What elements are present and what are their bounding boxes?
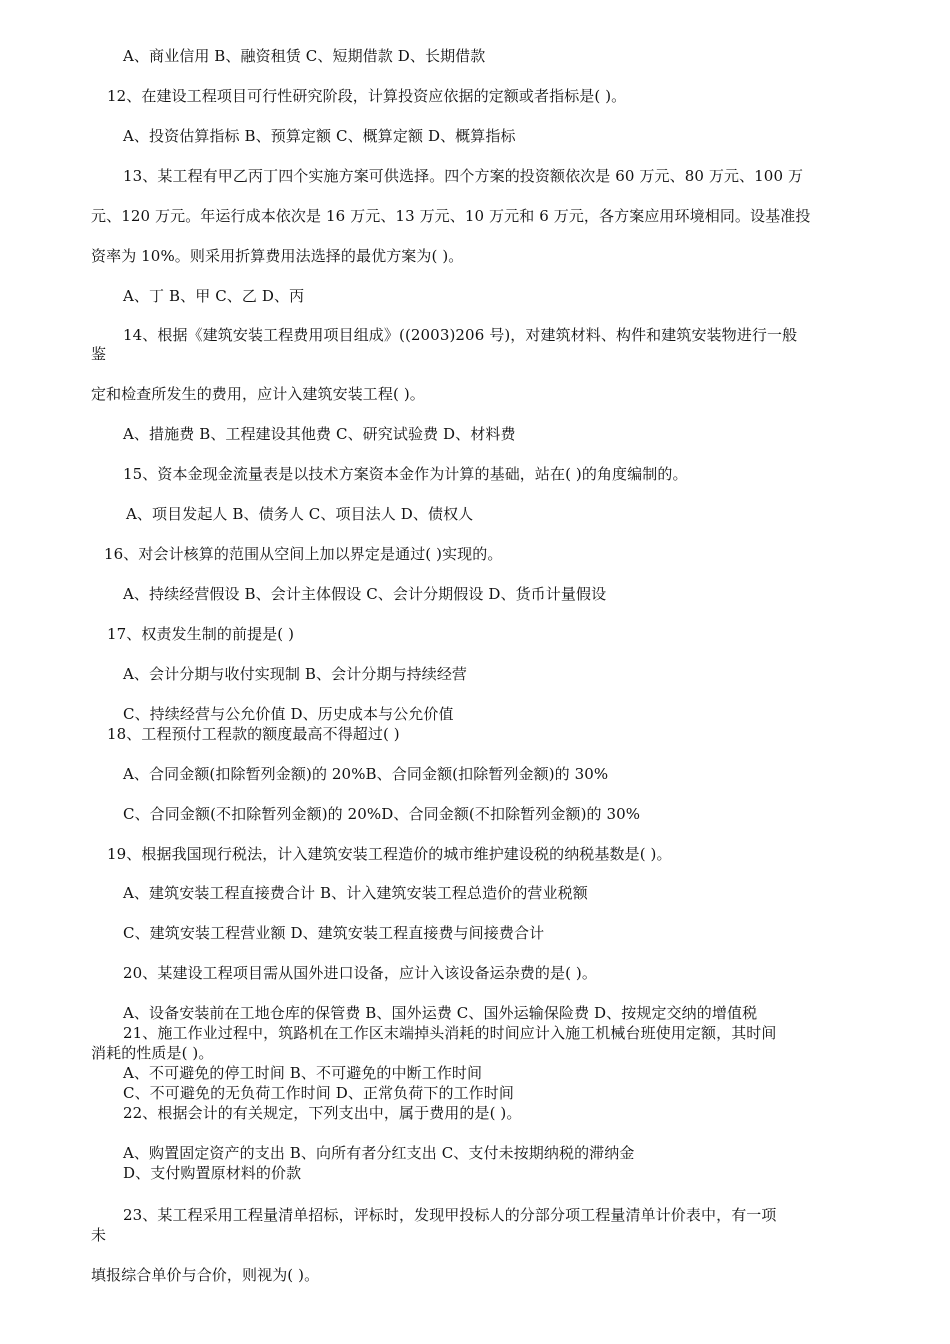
text-line-q14-c: 定和检查所发生的费用，应计入建筑安装工程( )。 — [91, 385, 425, 403]
text-line-q13-b: 元、120 万元。年运行成本依次是 16 万元、13 万元、10 万元和 6 万元，各方案应用环境相同。设基准投 — [91, 207, 811, 225]
text-line-q14-b: 鉴 — [91, 345, 107, 363]
text-line-q23-c: 填报综合单价与合价，则视为( )。 — [91, 1266, 320, 1284]
text-line-q13-a: 13、某工程有甲乙丙丁四个实施方案可供选择。四个方案的投资额依次是 60 万元、80 万元、100 万 — [123, 167, 804, 185]
text-line-q17-options-b: C、持续经营与公允价值 D、历史成本与公允价值 — [123, 705, 454, 723]
text-line-q19-options-b: C、建筑安装工程营业额 D、建筑安装工程直接费与间接费合计 — [123, 924, 545, 942]
text-line-q22: 22、根据会计的有关规定，下列支出中，属于费用的是( )。 — [123, 1104, 522, 1122]
text-line-q19-options-a: A、建筑安装工程直接费合计 B、计入建筑安装工程总造价的营业税额 — [123, 884, 588, 902]
text-line-q21-a: 21、施工作业过程中，筑路机在工作区末端掉头消耗的时间应计入施工机械台班使用定额，其时间 — [123, 1024, 777, 1042]
text-line-q23-b: 未 — [91, 1226, 107, 1244]
text-line-q17: 17、权责发生制的前提是( ) — [107, 625, 295, 643]
text-line-q13-c: 资率为 10%。则采用折算费用法选择的最优方案为( )。 — [91, 247, 464, 265]
text-line-q15-options: A、项目发起人 B、债务人 C、项目法人 D、债权人 — [126, 505, 474, 523]
text-line-q12-options: A、投资估算指标 B、预算定额 C、概算定额 D、概算指标 — [123, 127, 516, 145]
text-line-q22-options-a: A、购置固定资产的支出 B、向所有者分红支出 C、支付未按期纳税的滞纳金 — [123, 1144, 635, 1162]
text-line-q16: 16、对会计核算的范围从空间上加以界定是通过( )实现的。 — [104, 545, 503, 563]
text-line-q12: 12、在建设工程项目可行性研究阶段，计算投资应依据的定额或者指标是( )。 — [107, 87, 627, 105]
text-line-q18: 18、工程预付工程款的额度最高不得超过( ) — [107, 725, 400, 743]
text-line-q22-options-b: D、支付购置原材料的价款 — [123, 1164, 302, 1182]
text-line-q18-options-a: A、合同金额(扣除暂列金额)的 20%B、合同金额(扣除暂列金额)的 30% — [123, 765, 609, 783]
text-line-q23-a: 23、某工程采用工程量清单招标，评标时，发现甲投标人的分部分项工程量清单计价表中，有一项 — [123, 1206, 777, 1224]
text-line-q21-options-b: C、不可避免的无负荷工作时间 D、正常负荷下的工作时间 — [123, 1084, 514, 1102]
text-line-q17-options-a: A、会计分期与收付实现制 B、会计分期与持续经营 — [123, 665, 468, 683]
text-line-11-options: A、商业信用 B、融资租赁 C、短期借款 D、长期借款 — [123, 47, 486, 65]
text-line-q19: 19、根据我国现行税法，计入建筑安装工程造价的城市维护建设税的纳税基数是( )。 — [107, 845, 672, 863]
text-line-q15: 15、资本金现金流量表是以技术方案资本金作为计算的基础，站在( )的角度编制的。 — [123, 465, 688, 483]
text-line-q20-options: A、设备安装前在工地仓库的保管费 B、国外运费 C、国外运输保险费 D、按规定交纳的增值税 — [123, 1004, 758, 1022]
text-line-q16-options: A、持续经营假设 B、会计主体假设 C、会计分期假设 D、货币计量假设 — [123, 585, 607, 603]
text-line-q20: 20、某建设工程项目需从国外进口设备，应计入该设备运杂费的是( )。 — [123, 964, 597, 982]
text-line-q21-options-a: A、不可避免的停工时间 B、不可避免的中断工作时间 — [123, 1064, 483, 1082]
text-line-q21-b: 消耗的性质是( )。 — [91, 1044, 214, 1062]
text-line-q14-a: 14、根据《建筑安装工程费用项目组成》((2003)206 号)，对建筑材料、构件和建筑安装物进行一般 — [123, 326, 798, 344]
text-line-q18-options-b: C、合同金额(不扣除暂列金额)的 20%D、合同金额(不扣除暂列金额)的 30% — [123, 805, 641, 823]
text-line-q14-options: A、措施费 B、工程建设其他费 C、研究试验费 D、材料费 — [123, 425, 516, 443]
text-line-q13-options: A、丁 B、甲 C、乙 D、丙 — [123, 287, 305, 305]
